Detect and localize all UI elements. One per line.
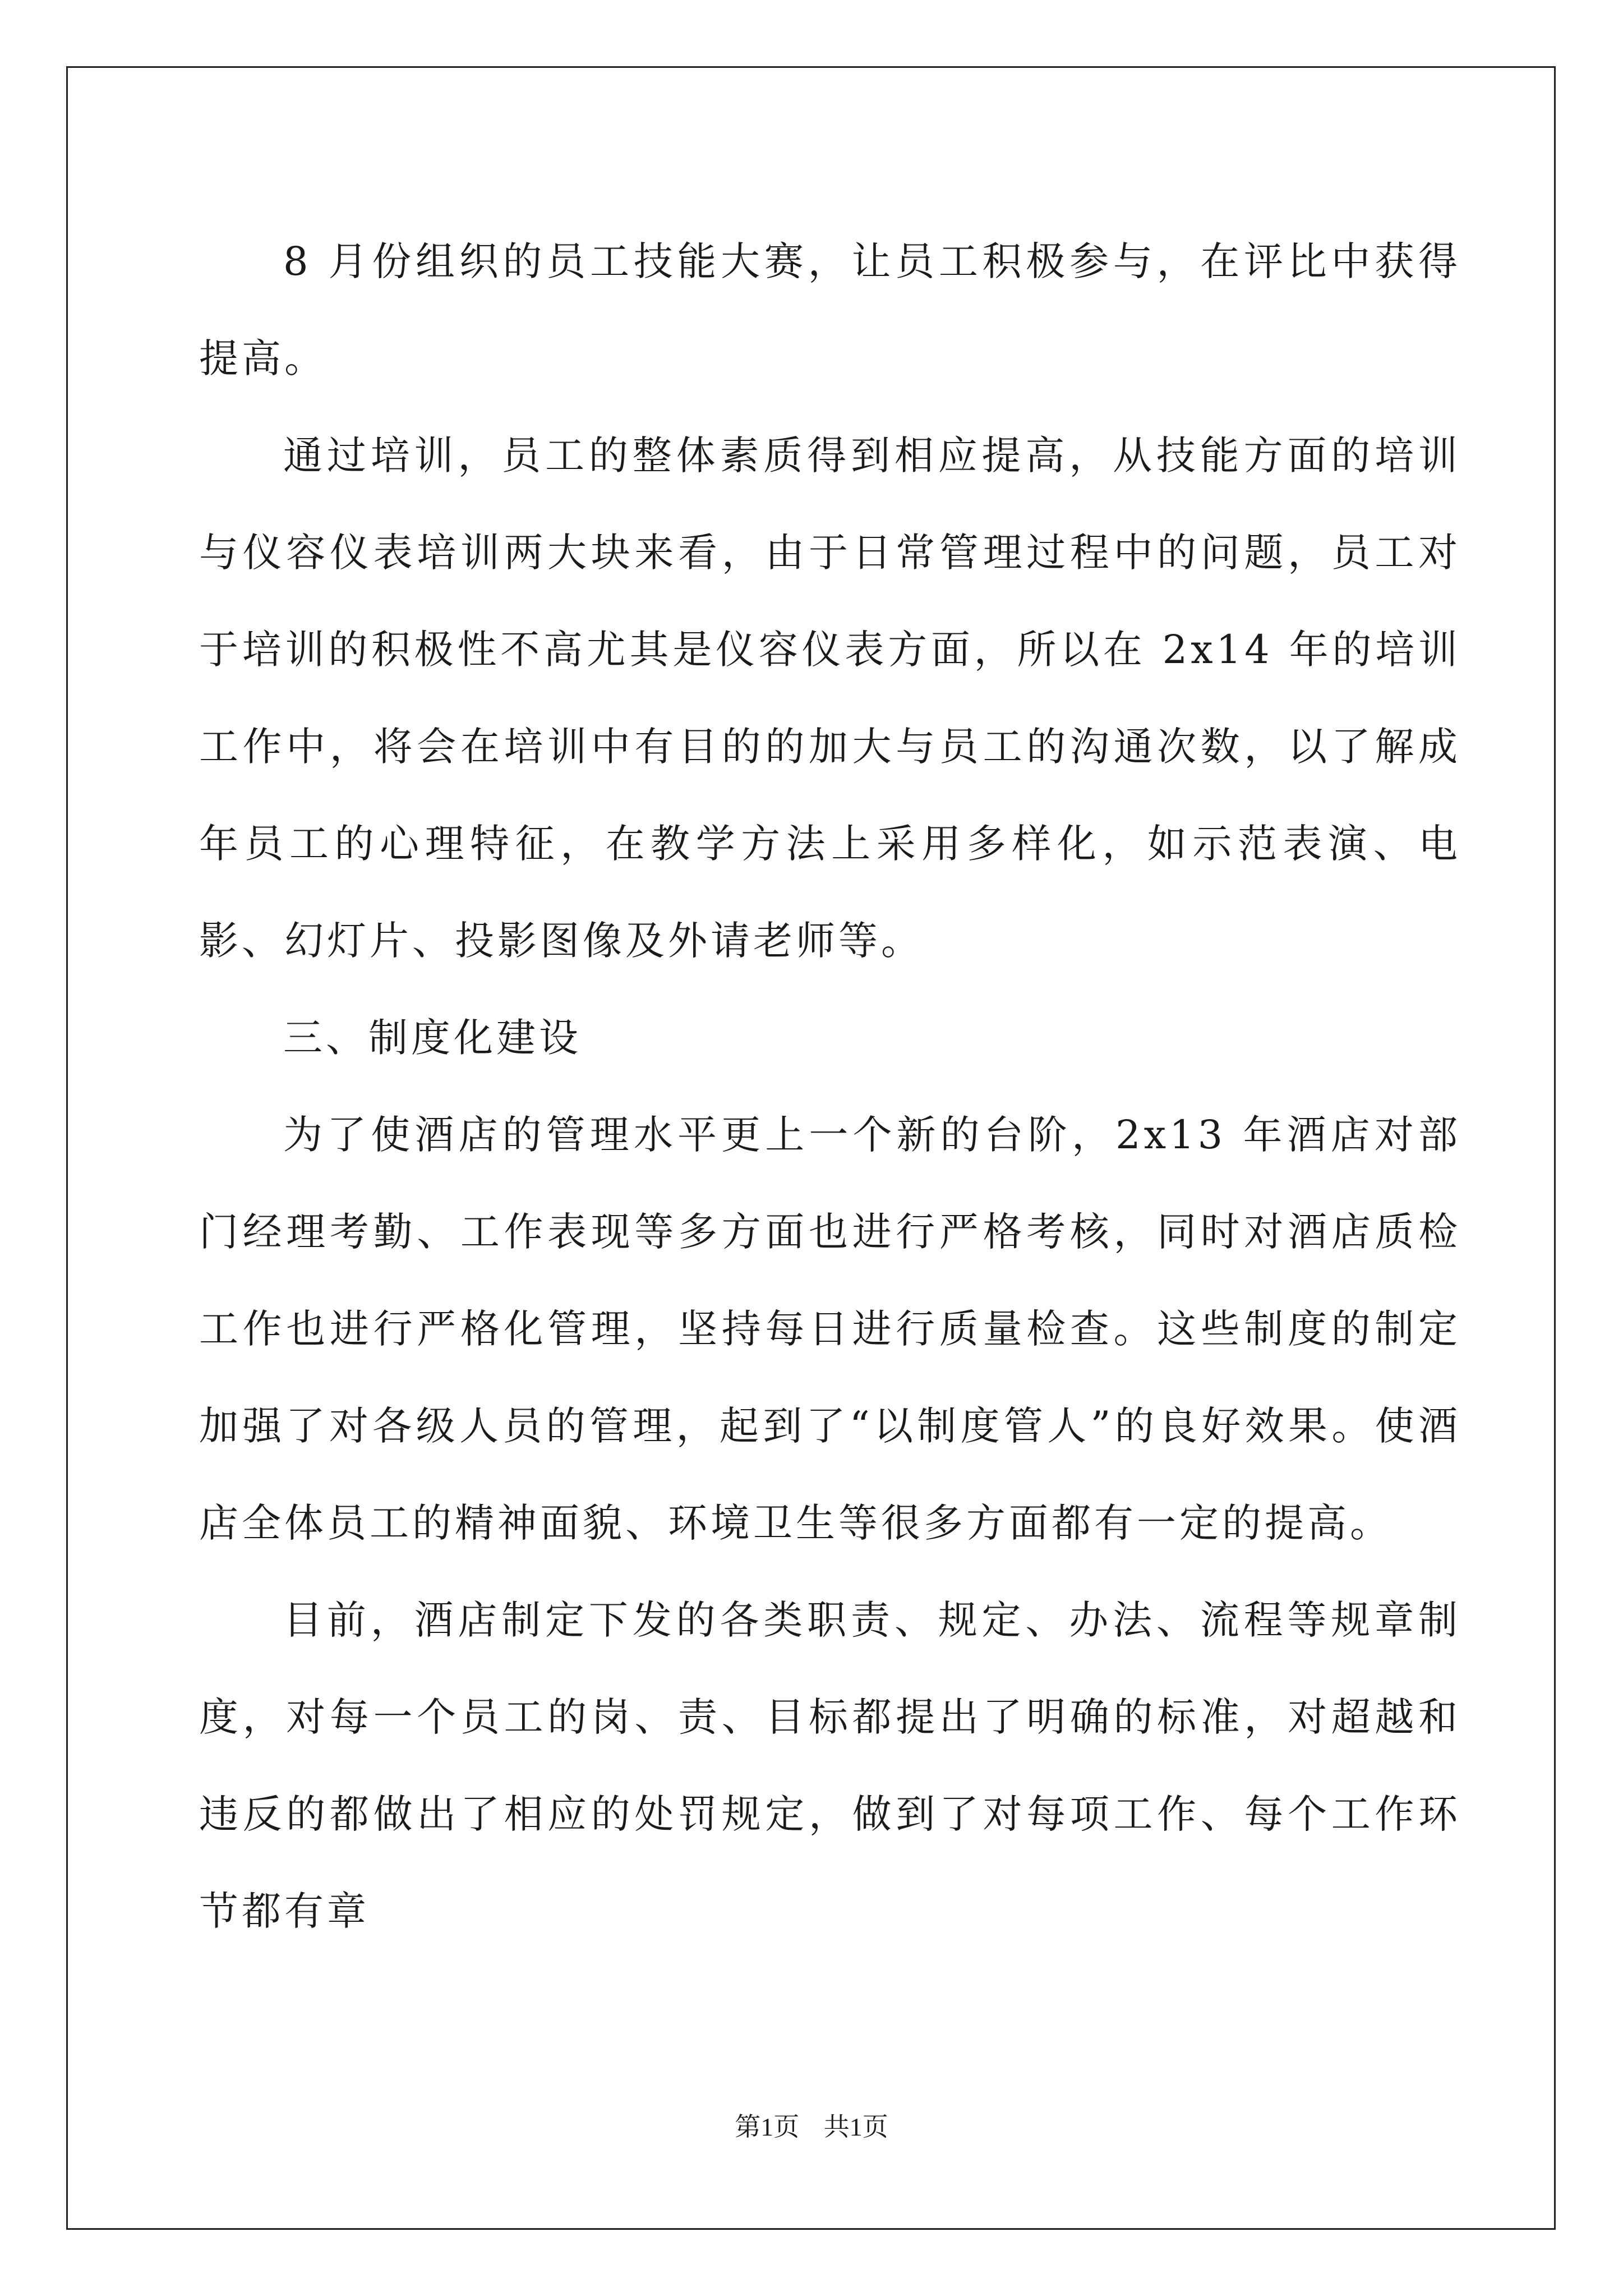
- page-number-current: 第1页: [735, 2113, 800, 2141]
- page-footer: [0, 2106, 1623, 2143]
- page-number-total: 共1页: [823, 2113, 888, 2141]
- paragraph-regulations: 目前，酒店制定下发的各类职责、规定、办法、流程等规章制度，对每一个员工的岗、责、目标都提出了明确的标准，对超越和违反的都做出了相应的处罚规定，做到了对每项工作、每个工作环节都有章: [199, 1597, 1461, 1934]
- paragraph-skills-contest: 8 月份组织的员工技能大赛，让员工积极参与，在评比中获得提高。: [199, 238, 1461, 381]
- document-body: [199, 213, 1461, 1960]
- section-heading: 三、制度化建设: [283, 1015, 582, 1061]
- paragraph-management-system: 为了使酒店的管理水平更上一个新的台阶，2x13 年酒店对部门经理考勤、工作表现等多方面也进行严格考核，同时对酒店质检工作也进行严格化管理，坚持每日进行质量检查。这些制度的制定加强了对各级人员的管理，起到了“以制度管人”的良好效果。使酒店全体员工的精神面貌、环境卫生等很多方面都有一定的提高。: [199, 1112, 1461, 1546]
- paragraph-training-results: 通过培训，员工的整体素质得到相应提高，从技能方面的培训与仪容仪表培训两大块来看，由于日常管理过程中的问题，员工对于培训的积极性不高尤其是仪容仪表方面，所以在 2x14 年的培训工作中，将会在培训中有目的的加大与员工的沟通次数，以了解成年员工的心理特征，在教学方法上采用多样化，如示范表演、电影、幻灯片、投影图像及外请老师等。: [199, 432, 1461, 964]
